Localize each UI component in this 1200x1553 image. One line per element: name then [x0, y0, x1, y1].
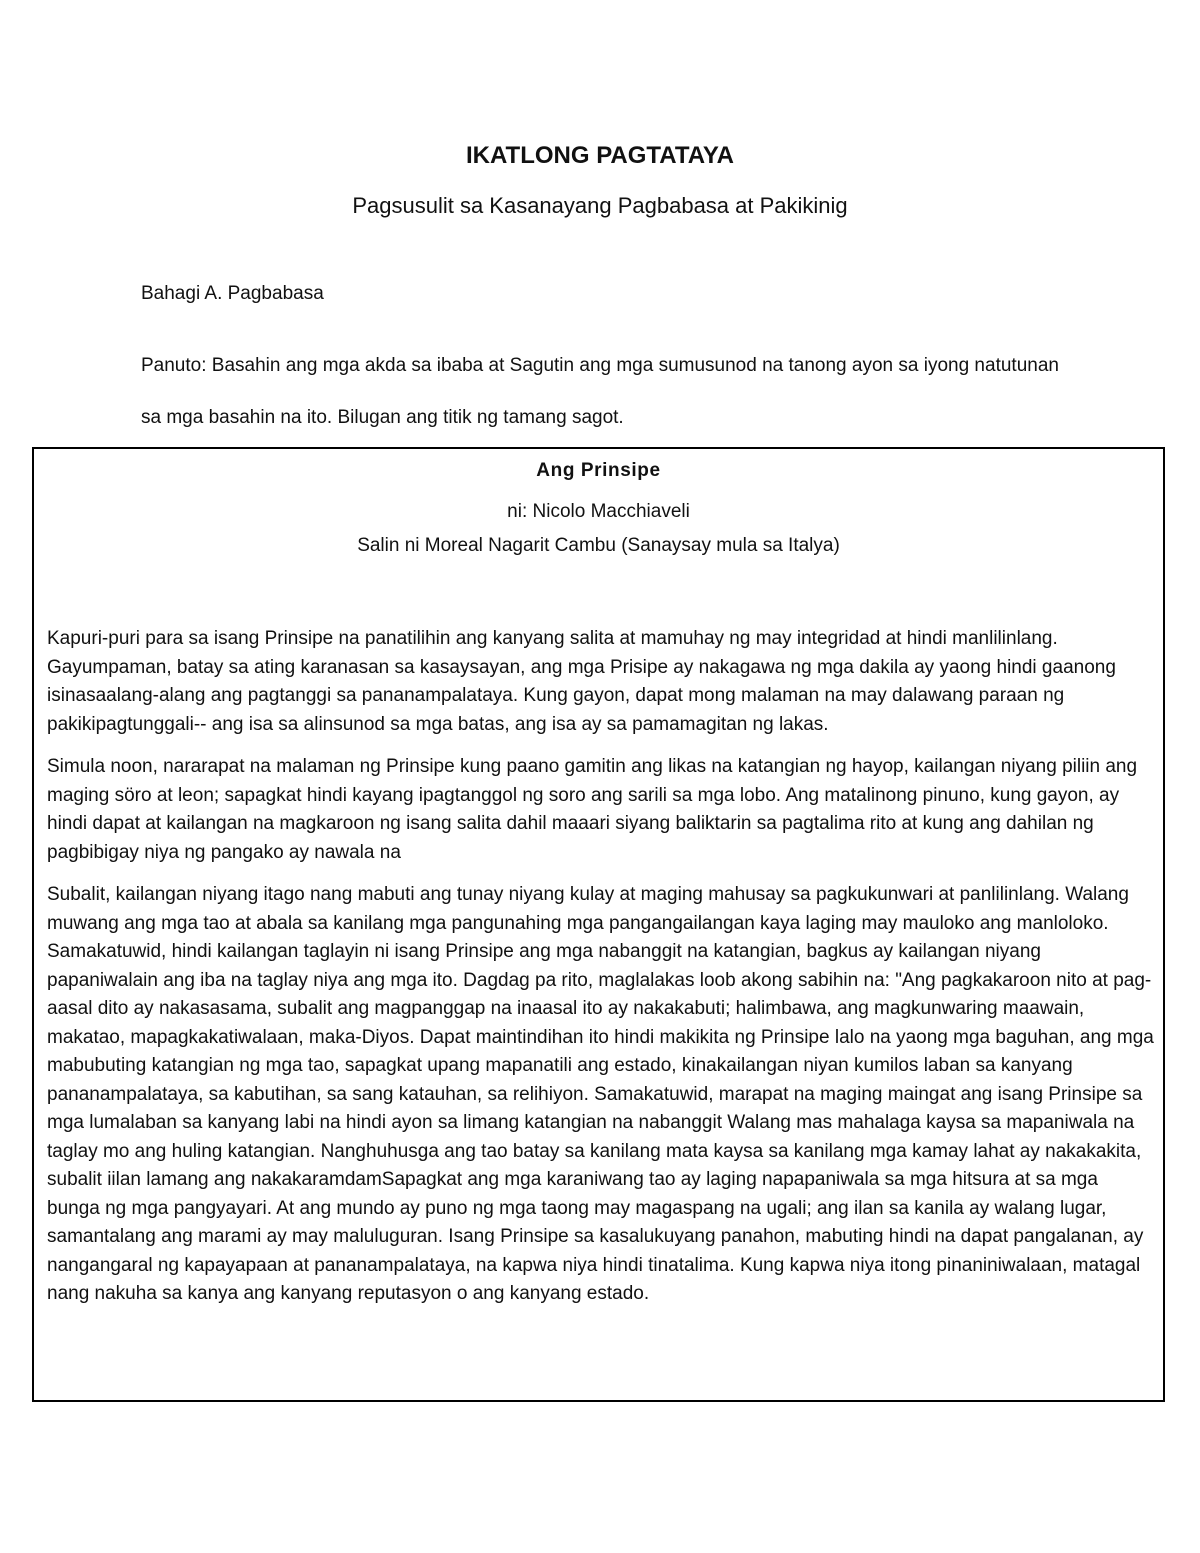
instructions-text: Panuto: Basahin ang mga akda sa ibaba at Sagutin ang mga sumusunod na tanong ayon sa iyong natutunan sa mga basahin na ito. Bilugan ang titik ng tamang sagot. [141, 355, 1059, 428]
reading-paragraph-2: Simula noon, nararapat na malaman ng Prinsipe kung paano gamitin ang likas na katangian ng hayop, kailangan niyang piliin ang maging söro at leon; sapagkat hindi kayang ipagtanggol ng soro ang sarili sa mga lobo. Ang matalinong pinuno, kung gayon, ay hindi dapat at kailangan na magkaroon ng isang salita dahil maaari siyang baliktarin sa pagtalima rito at kung ang dahilan ng pagbibigay niya ng pangako ay nawala na [47, 756, 1138, 863]
reading-body [47, 625, 1155, 1323]
page-subtitle: Pagsusulit sa Kasanayang Pagbabasa at Pakikinig [352, 193, 848, 218]
section-label: Bahagi A. Pagbabasa [141, 283, 324, 304]
reading-paragraph-3: Subalit, kailangan niyang itago nang mabuti ang tunay niyang kulay at maging mahusay sa pagkukunwari at panlilinlang. Walang muwang ang mga tao at abala sa kanilang mga pangunahing mga pangangailangan kaya laging may mauloko ang manloloko. Samakatuwid, hindi kailangan taglayin ni isang Prinsipe ang mga nabanggit na katangian, bagkus ay kailangan niyang papaniwalain ang iba na taglay niya ang mga ito. Dagdag pa rito, maglalakas loob akong sabihin na: "Ang pagkakaroon nito at pag-aasal dito ay nakasasama, subalit ang magpanggap na inaasal ito ay nakakabuti; halimbawa, ang magkunwaring maawain, makatao, mapagkakatiwalaan, maka-Diyos. Dapat maintindihan ito hindi makikita ng Prinsipe lalo na yaong mga baguhan, ang mga mabubuting katangian ng mga tao, sapagkat upang mapanatili ang estado, kinakailangan niyan kumilos laban sa kanyang pananampalataya, sa kabutihan, sa sang katauhan, sa relihiyon. Samakatuwid, marapat na maging maingat ang isang Prinsipe sa mga lumalaban sa kanyang labi na hindi ayon sa limang katangian na nabanggit Walang mas mahalaga kaysa sa mapaniwala na taglay mo ang huling katangian. Nanghuhusga ang tao batay sa kanilang mata kaysa sa kanilang mga kamay lahat ay nakakakita, subalit iilan lamang ang nakakaramdamSapagkat ang mga karaniwang tao ay laging napapaniwala sa mga hitsura at sa mga bunga ng mga pangyayari. At ang mundo ay puno ng mga taong may magaspang na ugali; ang ilan sa kanila ay walang lugar, samantalang ang marami ay may maluluguran. Isang Prinsipe sa kasalukuyang panahon, mabuting hindi na dapat pangalanan, ay nangangaral ng kapayapaan at pananampalataya, na kapwa niya hindi tinatalima. Kung kapwa niya itong pinaniniwalaan, matagal nang nakuha sa kanya ang kanyang reputasyon o ang kanyang estado. [47, 884, 1154, 1304]
page-title: IKATLONG PAGTATAYA [465, 142, 734, 169]
reading-translator: Salin ni Moreal Nagarit Cambu (Sanaysay mula sa Italya) [357, 535, 840, 556]
reading-title: Ang Prinsipe [536, 460, 661, 481]
reading-paragraph-1: Kapuri-puri para sa isang Prinsipe na panatilihin ang kanyang salita at mamuhay ng may integridad at hindi manlilinlang. Gayumpaman, batay sa ating karanasan sa kasaysayan, ang mga Prisipe ay nakagawa ng mga dakila ay yaong hindi gaanong isinasaalang-alang ang pagtanggi sa pananampalataya. Kung gayon, dapat mong malaman na may dalawang paraan ng pakikipagtunggali-- ang isa sa alinsunod sa mga batas, ang isa ay sa pamamagitan ng lakas. [47, 628, 1116, 735]
reading-passage-box [32, 447, 1165, 1402]
reading-author: ni: Nicolo Macchiaveli [507, 501, 690, 522]
